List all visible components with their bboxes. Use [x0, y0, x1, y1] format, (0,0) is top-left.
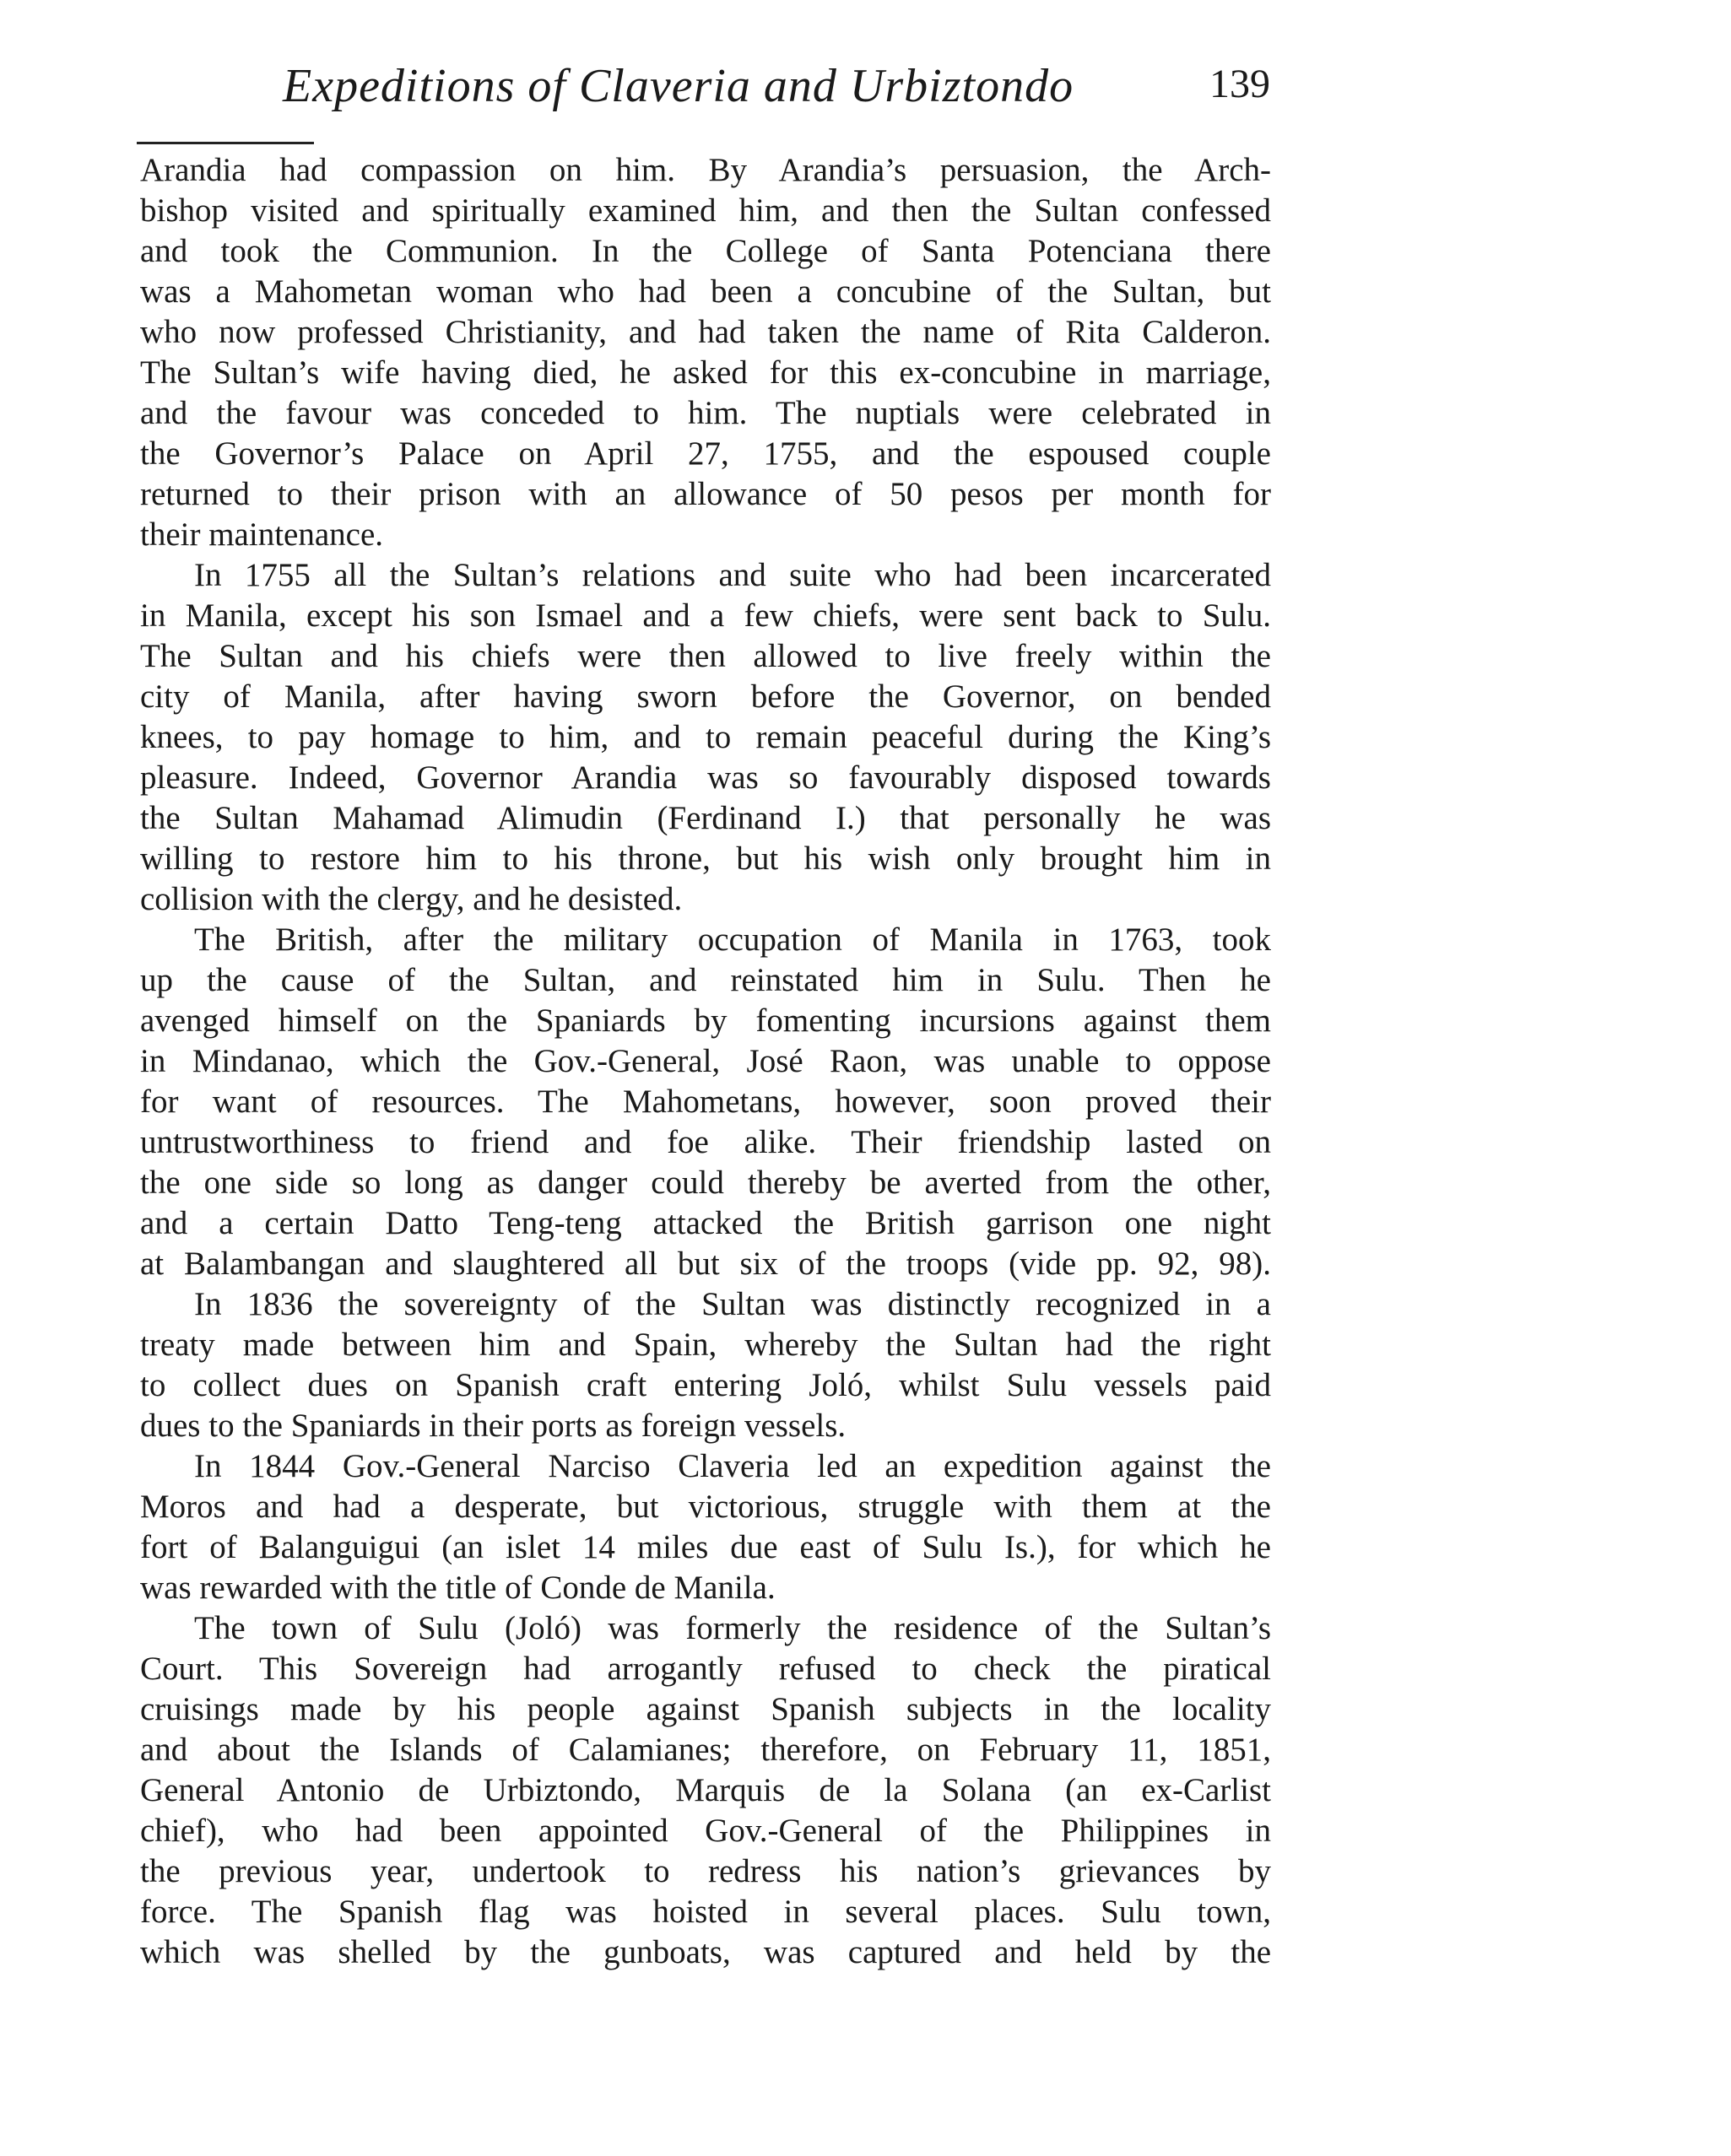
text-line: Arandia had compassion on him. By Arandia’s persuasion, the Arch- — [140, 152, 1271, 188]
text-line: was a Mahometan woman who had been a concubine of the Sultan, but — [140, 273, 1271, 310]
text-line: up the cause of the Sultan, and reinstated him in Sulu. Then he — [140, 962, 1271, 998]
text-line: for want of resources. The Mahometans, however, soon proved their — [140, 1083, 1271, 1120]
text-line: their maintenance. — [140, 516, 384, 553]
text-line: and about the Islands of Calamianes; therefore, on February 11, 1851, — [140, 1732, 1271, 1768]
text-line: the previous year, undertook to redress his nation’s grievances by — [140, 1853, 1271, 1889]
text-line: chief), who had been appointed Gov.-General of the Philippines in — [140, 1813, 1271, 1849]
text-line: who now professed Christianity, and had taken the name of Rita Calderon. — [140, 314, 1271, 350]
text-line: the one side so long as danger could thereby be averted from the other, — [140, 1164, 1271, 1201]
page-header — [139, 52, 1270, 128]
text-line: The town of Sulu (Joló) was formerly the residence of the Sultan’s — [194, 1610, 1271, 1646]
text-line: was rewarded with the title of Conde de Manila. — [140, 1570, 776, 1606]
header-rule-heavy — [137, 142, 314, 144]
text-line: and the favour was conceded to him. The nuptials were celebrated in — [140, 395, 1271, 431]
text-line: The Sultan’s wife having died, he asked for this ex-concubine in marriage, — [140, 354, 1271, 391]
text-line: at Balambangan and slaughtered all but six of the troops (vide pp. 92, 98). — [140, 1246, 1271, 1282]
text-line: knees, to pay homage to him, and to remain peaceful during the King’s — [140, 719, 1271, 755]
text-line: In 1844 Gov.-General Narciso Claveria led an expedition against the — [194, 1448, 1271, 1484]
body-text — [140, 150, 1271, 1973]
text-line: force. The Spanish flag was hoisted in several places. Sulu town, — [140, 1894, 1271, 1930]
text-line: returned to their prison with an allowance of 50 pesos per month for — [140, 476, 1271, 512]
text-line: pleasure. Indeed, Governor Arandia was so favourably disposed towards — [140, 759, 1271, 796]
text-line: in Manila, except his son Ismael and a few chiefs, were sent back to Sulu. — [140, 597, 1271, 634]
text-line: treaty made between him and Spain, whereby the Sultan had the right — [140, 1327, 1271, 1363]
text-line: and took the Communion. In the College of Santa Potenciana there — [140, 233, 1271, 269]
text-line: in Mindanao, which the Gov.-General, José Raon, was unable to oppose — [140, 1043, 1271, 1079]
text-line: General Antonio de Urbiztondo, Marquis de la Solana (an ex-Carlist — [140, 1772, 1271, 1808]
text-line: city of Manila, after having sworn before the Governor, on bended — [140, 678, 1271, 715]
text-line: the Sultan Mahamad Alimudin (Ferdinand I.) that personally he was — [140, 800, 1271, 836]
text-line: In 1836 the sovereignty of the Sultan was distinctly recognized in a — [194, 1286, 1271, 1322]
text-line: dues to the Spaniards in their ports as foreign vessels. — [140, 1408, 847, 1444]
text-line: willing to restore him to his throne, but his wish only brought him in — [140, 840, 1271, 877]
page-number: 139 — [1209, 62, 1270, 106]
text-line: Court. This Sovereign had arrogantly refused to check the piratical — [140, 1651, 1271, 1687]
text-line: In 1755 all the Sultan’s relations and suite who had been incarcerated — [194, 557, 1271, 593]
text-line: collision with the clergy, and he desisted. — [140, 881, 683, 917]
text-line: Moros and had a desperate, but victorious, struggle with them at the — [140, 1489, 1271, 1525]
text-line: the Governor’s Palace on April 27, 1755, and the espoused couple — [140, 435, 1271, 472]
text-line: bishop visited and spiritually examined him, and then the Sultan confessed — [140, 192, 1271, 229]
text-line: and a certain Datto Teng-teng attacked the British garrison one night — [140, 1205, 1271, 1241]
text-line: fort of Balanguigui (an islet 14 miles due east of Sulu Is.), for which he — [140, 1529, 1271, 1565]
text-line: which was shelled by the gunboats, was captured and held by the — [140, 1934, 1271, 1970]
text-line: avenged himself on the Spaniards by fomenting incursions against them — [140, 1002, 1271, 1039]
running-title: Expeditions of Claveria and Urbiztondo — [283, 60, 1074, 112]
text-line: The British, after the military occupation of Manila in 1763, took — [194, 921, 1271, 958]
text-line: untrustworthiness to friend and foe alike. Their friendship lasted on — [140, 1124, 1271, 1160]
text-line: cruisings made by his people against Spanish subjects in the locality — [140, 1691, 1271, 1727]
text-line: The Sultan and his chiefs were then allowed to live freely within the — [140, 638, 1271, 674]
text-line: to collect dues on Spanish craft entering Joló, whilst Sulu vessels paid — [140, 1367, 1271, 1403]
